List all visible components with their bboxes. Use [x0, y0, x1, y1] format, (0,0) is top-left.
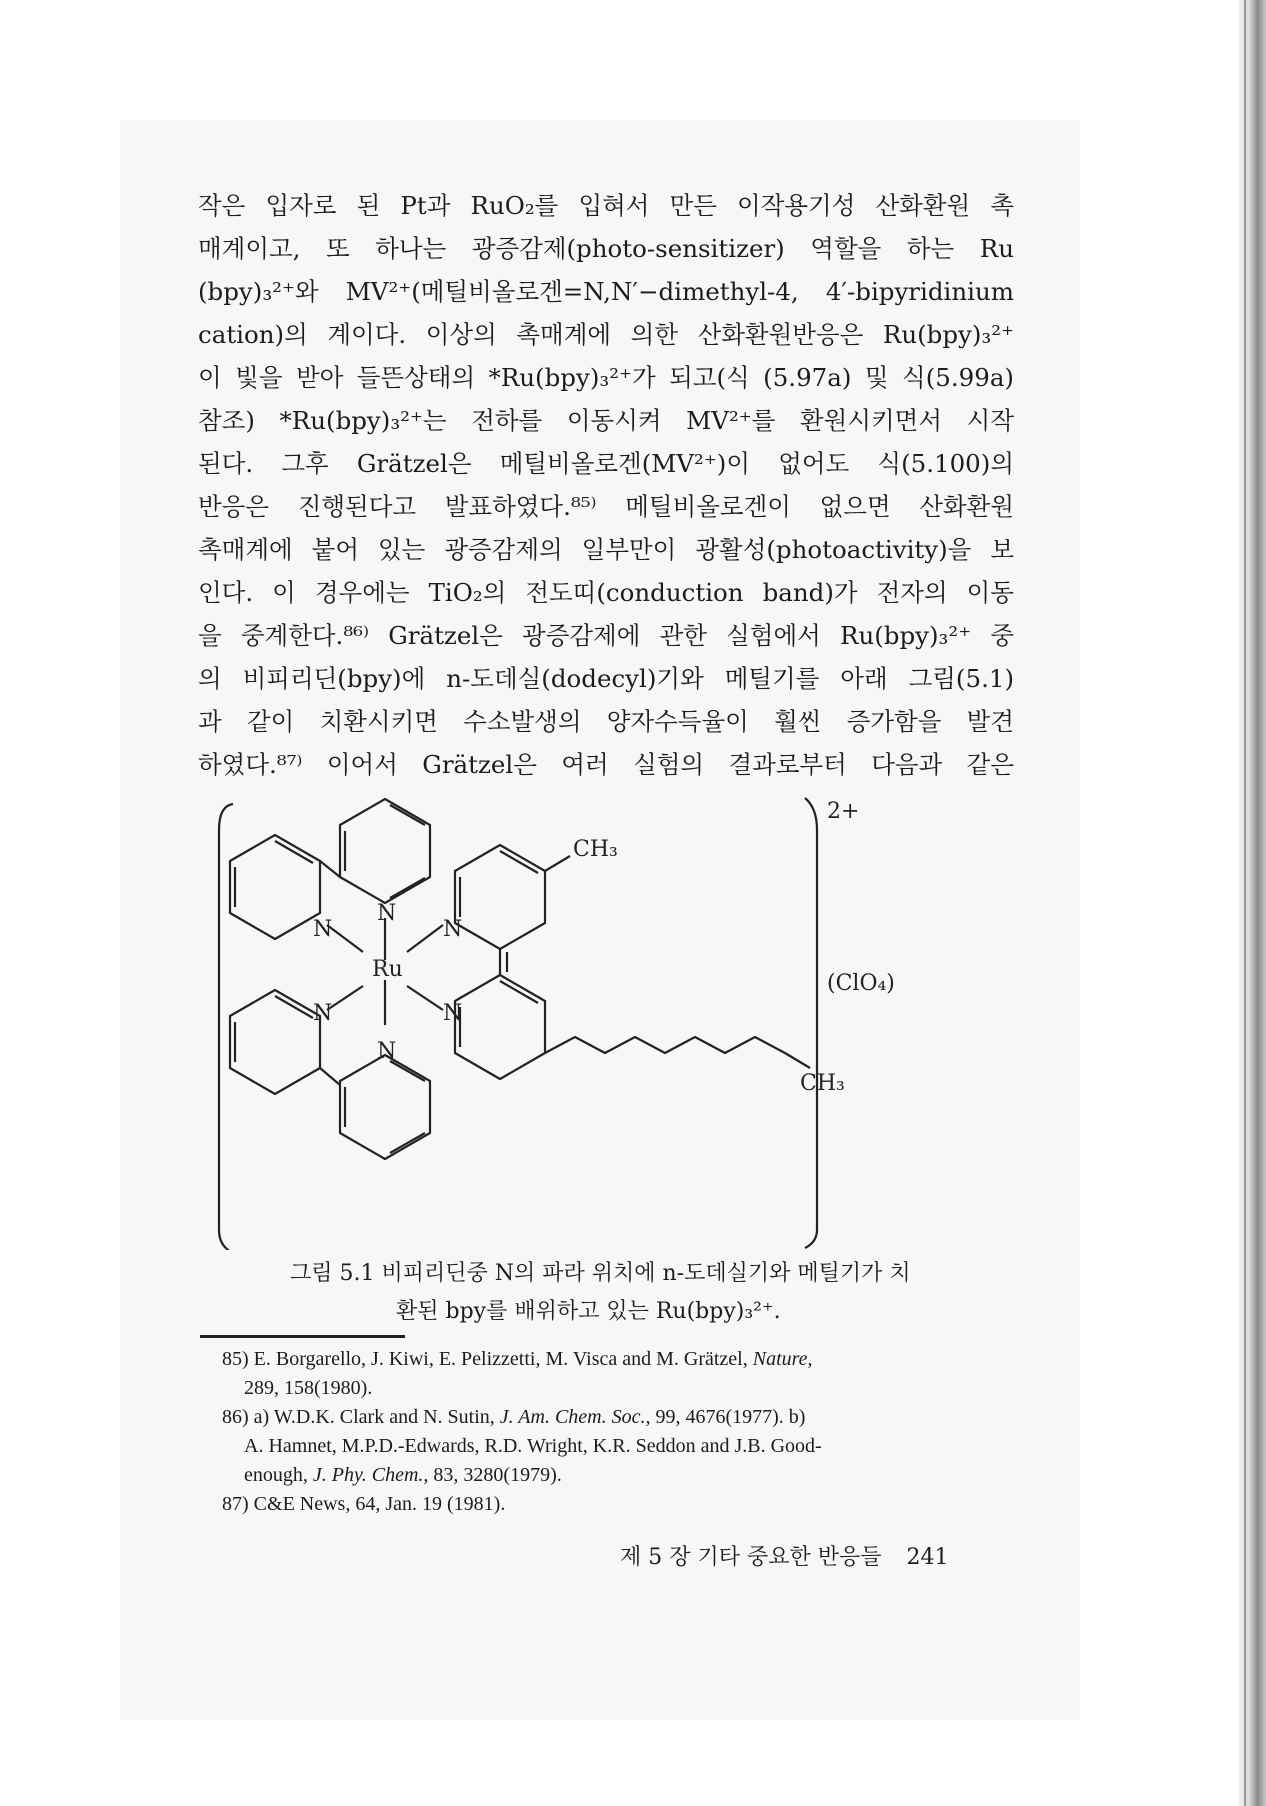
caption-line: 환된 bpy를 배위하고 있는 Ru(bpy)₃²⁺. [396, 1299, 781, 1324]
pyridine-ring [340, 1055, 430, 1159]
nitrogen-atom: N [443, 1001, 463, 1026]
footnote-authors: A. Hamnet, M.P.D.-Edwards, R.D. Wright, K.R. Seddon and J.B. Good- [244, 1435, 822, 1457]
footnote-journal: Nature, [752, 1348, 813, 1370]
footnote-86 [222, 1403, 1017, 1490]
footnote-details: 289, 158(1980). [244, 1377, 373, 1399]
footnote-journal: J. Am. Chem. Soc., [499, 1406, 651, 1428]
footnotes [222, 1345, 1017, 1519]
page-edge [1238, 0, 1266, 1806]
pyridine-ring [340, 799, 430, 903]
chapter-title: 제 5 장 기타 중요한 반응들 [620, 1545, 882, 1570]
text-line: cation)의 계이다. 이상의 촉매계에 의한 산화환원반응은 Ru(bpy)₃²⁺ [198, 320, 1014, 349]
text-line: 참조) *Ru(bpy)₃²⁺는 전하를 이동시켜 MV²⁺를 환원시키면서 시작 [198, 406, 1014, 435]
dodecyl-chain [545, 1037, 810, 1068]
pyridine-ring [230, 835, 320, 939]
page-number: 241 [906, 1545, 949, 1570]
body-paragraph [198, 184, 1014, 786]
ruthenium-atom: Ru [372, 957, 403, 982]
methyl-group-label: CH₃ [573, 837, 618, 862]
text-line: 작은 입자로 된 Pt과 RuO₂를 입혀서 만든 이작용기성 산화환원 촉 [198, 191, 1014, 220]
text-line: 인다. 이 경우에는 TiO₂의 전도띠(conduction band)가 전자의 이동 [198, 578, 1014, 607]
text-line: 반응은 진행된다고 발표하였다.⁸⁵⁾ 메틸비올로겐이 없으면 산화환원 [198, 492, 1014, 521]
pyridine-ring [455, 975, 545, 1079]
nitrogen-atom: N [313, 917, 333, 942]
figure-caption [290, 1255, 1010, 1331]
footnote-authors: E. Borgarello, J. Kiwi, E. Pelizzetti, M. Visca and M. Grätzel, [253, 1348, 748, 1370]
nitrogen-atom: N [443, 917, 463, 942]
footnote-number: 87) [222, 1493, 249, 1515]
text-line: 과 같이 치환시키면 수소발생의 양자수득율이 훨씬 증가함을 발견 [198, 707, 1014, 736]
text-line: 이 빛을 받아 들뜬상태의 *Ru(bpy)₃²⁺가 되고(식 (5.97a) 및 식(5.99a) [198, 363, 1014, 392]
nitrogen-atom: N [377, 1039, 397, 1064]
complex-charge-label: 2+ [827, 799, 860, 824]
footnote-number: 86) [222, 1406, 249, 1428]
text-line: 매계이고, 또 하나는 광증감제(photo-sensitizer) 역할을 하는 Ru [198, 234, 1014, 263]
footnote-details: 83, 3280(1979). [433, 1464, 562, 1486]
footnote-text: C&E News, 64, Jan. 19 (1981). [253, 1493, 506, 1515]
page-edge-line [1244, 0, 1246, 1806]
footnote-85 [222, 1345, 1017, 1403]
footnote-journal: J. Phy. Chem., [312, 1464, 429, 1486]
right-bracket [805, 798, 817, 1248]
page-footer [620, 1540, 1000, 1571]
footnote-authors: a) W.D.K. Clark and N. Sutin, [253, 1406, 495, 1428]
nitrogen-atom: N [313, 1001, 333, 1026]
nitrogen-atom: N [377, 901, 397, 926]
terminal-methyl-label: CH₃ [800, 1071, 845, 1096]
text-line: (bpy)₃²⁺와 MV²⁺(메틸비올로겐=N,N′−dimethyl-4, 4′-bipyridinium [198, 277, 1014, 306]
text-line: 된다. 그후 Grätzel은 메틸비올로겐(MV²⁺)이 없어도 식(5.100)의 [198, 449, 1014, 478]
footnote-divider [200, 1335, 405, 1338]
text-line: 의 비피리딘(bpy)에 n-도데실(dodecyl)기와 메틸기를 아래 그림(5.1) [198, 664, 1014, 693]
footnote-authors: enough, [244, 1464, 308, 1486]
pyridine-ring [230, 990, 320, 1094]
caption-line: 그림 5.1 비피리딘중 N의 파라 위치에 n-도데실기와 메틸기가 치 [290, 1261, 911, 1286]
text-line: 하였다.⁸⁷⁾ 이어서 Grätzel은 여러 실험의 결과로부터 다음과 같은 [198, 750, 1014, 779]
pyridine-ring [455, 845, 545, 949]
footnote-87 [222, 1490, 1017, 1519]
text-line: 을 중계한다.⁸⁶⁾ Grätzel은 광증감제에 관한 실험에서 Ru(bpy)₃²⁺ 중 [198, 621, 1014, 650]
text-line: 촉매계에 붙어 있는 광증감제의 일부만이 광활성(photoactivity)을 보 [198, 535, 1014, 564]
footnote-number: 85) [222, 1348, 249, 1370]
footnote-details: 99, 4676(1977). b) [655, 1406, 806, 1428]
counter-ion-label: (ClO₄) [827, 971, 895, 996]
ru-bpy-complex-structure [215, 790, 1025, 1250]
